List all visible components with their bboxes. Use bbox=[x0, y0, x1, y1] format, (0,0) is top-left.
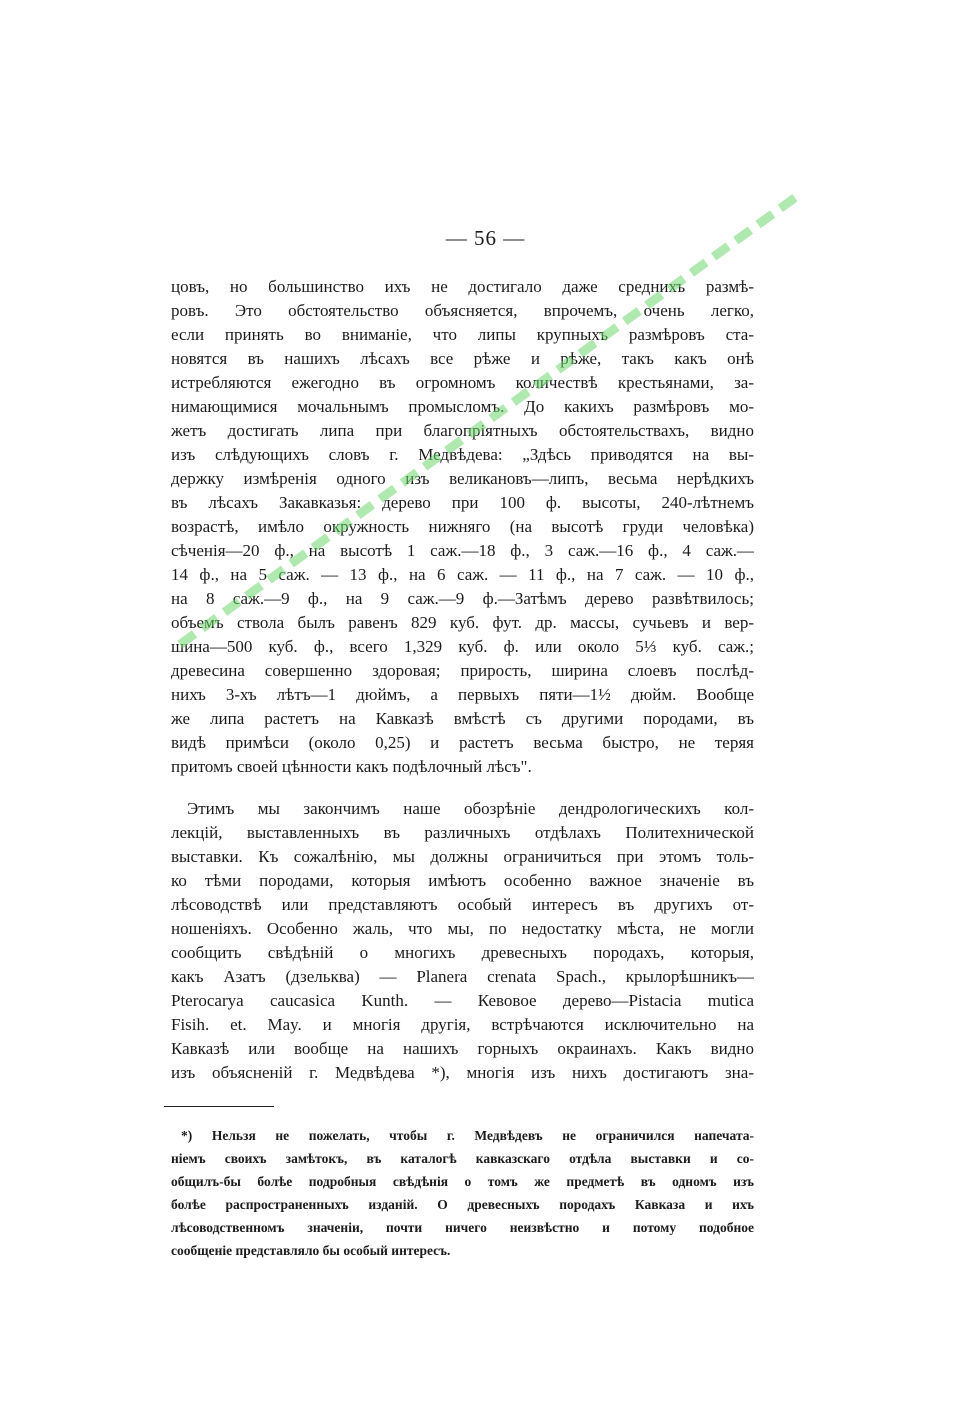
text-line: на 8 саж.—9 ф., на 9 саж.—9 ф.—Затѣмъ дерево развѣтвилось; bbox=[171, 589, 754, 608]
text-line: выставки. Къ сожалѣнію, мы должны ограничиться при этомъ толь- bbox=[171, 847, 754, 866]
text-line: объемъ ствола былъ равенъ 829 куб. фут. др. массы, сучьевъ и вер- bbox=[171, 613, 754, 632]
text-line: истребляются ежегодно въ огромномъ количествѣ крестьянами, за- bbox=[171, 373, 754, 392]
text-line: нихъ 3-хъ лѣтъ—1 дюймъ, а первыхъ пяти—1½ дюйм. Вообще bbox=[171, 685, 754, 704]
text-line: ношеніяхъ. Особенно жаль, что мы, по недостатку мѣста, не могли bbox=[171, 919, 754, 938]
footnote-line: ніемъ своихъ замѣтокъ, въ каталогѣ кавказскаго отдѣла выставки и со- bbox=[171, 1151, 754, 1166]
text-line: новятся въ нашихъ лѣсахъ все рѣже и рѣже, такъ какъ онѣ bbox=[171, 349, 754, 368]
text-line: если принять во вниманіе, что липы крупныхъ размѣровъ ста- bbox=[171, 325, 754, 344]
text-line: лѣсоводствѣ или представляютъ особый интересъ въ другихъ от- bbox=[171, 895, 754, 914]
text-line: ровъ. Это обстоятельство объясняется, впрочемъ, очень легко, bbox=[171, 301, 754, 320]
footnote-separator bbox=[164, 1106, 274, 1107]
footnote-line: общилъ-бы болѣе подробныя свѣдѣнія о томъ же предметѣ въ одномъ изъ bbox=[171, 1174, 754, 1189]
text-line: 14 ф., на 5 саж. — 13 ф., на 6 саж. — 11 ф., на 7 саж. — 10 ф., bbox=[171, 565, 754, 584]
page-number: — 56 — bbox=[445, 226, 526, 250]
footnote-line: лѣсоводственномъ значеніи, почти ничего неизвѣстно и потому подобное bbox=[171, 1220, 754, 1235]
paragraph-1 bbox=[171, 275, 754, 779]
footnote-line: болѣе распространенныхъ изданій. О древесныхъ породахъ Кавказа и ихъ bbox=[171, 1197, 754, 1212]
text-line: сообщить свѣдѣній о многихъ древесныхъ породахъ, которыя, bbox=[171, 943, 754, 962]
text-line: Этимъ мы закончимъ наше обозрѣніе дендрологическихъ кол- bbox=[187, 799, 754, 818]
text-line: изъ объясненій г. Медвѣдева *), многія изъ нихъ достигаютъ зна- bbox=[171, 1063, 754, 1082]
footnote-line: сообщеніе представляло бы особый интересъ. bbox=[171, 1243, 451, 1258]
text-line: древесина совершенно здоровая; прирость, ширина слоевъ послѣд- bbox=[171, 661, 754, 680]
footnote bbox=[171, 1124, 754, 1262]
text-line: возрастѣ, имѣло окружность нижняго (на высотѣ груди человѣка) bbox=[171, 517, 754, 536]
text-line: въ лѣсахъ Закавказья: дерево при 100 ф. высоты, 240-лѣтнемъ bbox=[171, 493, 754, 512]
text-line: цовъ, но большинство ихъ не достигало даже среднихъ размѣ- bbox=[171, 277, 754, 296]
text-line: сѣченія—20 ф., на высотѣ 1 саж.—18 ф., 3 саж.—16 ф., 4 саж.— bbox=[171, 541, 754, 560]
text-line: жетъ достигать липа при благопріятныхъ обстоятельствахъ, видно bbox=[171, 421, 754, 440]
text-line: Pterocarya caucasica Kunth. — Кевовое дерево—Pistacia mutica bbox=[171, 991, 754, 1010]
text-line: какъ Азатъ (дзельква) — Planera crenata Spach., крылорѣшникъ— bbox=[171, 967, 754, 986]
text-line: лекцій, выставленныхъ въ различныхъ отдѣлахъ Политехнической bbox=[171, 823, 754, 842]
text-line: Кавказѣ или вообще на нашихъ горныхъ окраинахъ. Какъ видно bbox=[171, 1039, 754, 1058]
text-line: Fisih. et. May. и многія другія, встрѣчаются исключительно на bbox=[171, 1015, 754, 1034]
text-line: изъ слѣдующихъ словъ г. Медвѣдева: „Здѣсь приводятся на вы- bbox=[171, 445, 754, 464]
footnote-line: *) Нельзя не пожелать, чтобы г. Медвѣдевъ не ограничился напечата- bbox=[181, 1128, 754, 1143]
paragraph-2 bbox=[171, 797, 754, 1085]
text-line: держку измѣренія одного изъ великановъ—липъ, весьма нерѣдкихъ bbox=[171, 469, 754, 488]
text-line: шина—500 куб. ф., всего 1,329 куб. ф. или около 5⅓ куб. саж.; bbox=[171, 637, 754, 656]
text-line: видѣ примѣси (около 0,25) и растетъ весьма быстро, не теряя bbox=[171, 733, 754, 752]
text-line: притомъ своей цѣнности какъ подѣлочный лѣсъ". bbox=[171, 757, 532, 776]
text-line: нимающимися мочальнымъ промысломъ. До какихъ размѣровъ мо- bbox=[171, 397, 754, 416]
text-line: ко тѣми породами, которыя имѣютъ особенно важное значеніе въ bbox=[171, 871, 754, 890]
text-line: же липа растетъ на Кавказѣ вмѣстѣ съ другими породами, въ bbox=[171, 709, 754, 728]
